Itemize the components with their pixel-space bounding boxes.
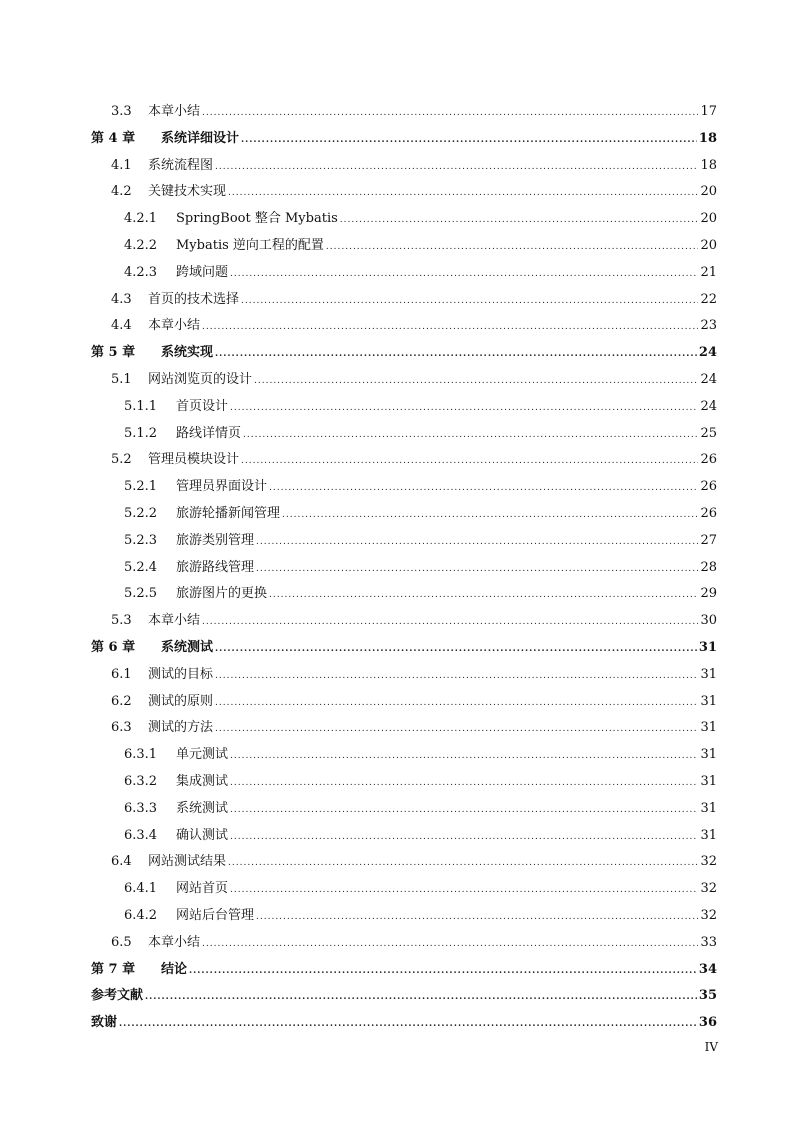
toc-leader-dots (269, 582, 698, 609)
toc-leader-dots (241, 127, 697, 154)
toc-entry-number: 6.3.2 (124, 773, 158, 789)
toc-entry[interactable] (91, 796, 717, 823)
toc-entry-title: 单元测试 (176, 747, 229, 763)
toc-leader-dots (340, 207, 699, 234)
toc-entry-page: 32 (700, 854, 717, 870)
toc-entry-page: 32 (700, 907, 717, 923)
toc-entry-page: 31 (700, 666, 717, 682)
toc-entry-page: 25 (700, 425, 717, 441)
toc-entry-number: 6.1 (111, 666, 132, 682)
toc-entry-title: 本章小结 (148, 613, 201, 629)
toc-leader-dots (241, 288, 698, 315)
toc-entry-number: 6.3 (111, 720, 132, 736)
toc-entry-page: 33 (700, 934, 717, 950)
toc-entry[interactable] (91, 769, 717, 796)
toc-entry-page: 31 (700, 773, 717, 789)
toc-entry[interactable] (91, 555, 717, 582)
toc-entry-title: 测试的原则 (148, 693, 214, 709)
toc-entry-page: 29 (700, 586, 717, 602)
toc-leader-dots (230, 770, 698, 797)
toc-entry-number: 5.2.1 (124, 479, 158, 495)
toc-entry-title: 本章小结 (148, 934, 201, 950)
toc-entry[interactable] (91, 903, 717, 930)
toc-entry-page: 24 (700, 371, 717, 387)
toc-entry-number: 第 4 章 (91, 130, 136, 146)
toc-entry-title: 测试的方法 (148, 720, 214, 736)
toc-entry[interactable] (91, 126, 717, 153)
toc-entry-number: 6.4 (111, 854, 132, 870)
toc-leader-dots (241, 448, 698, 475)
toc-entry-page: 18 (698, 130, 717, 146)
toc-entry-title: 旅游路线管理 (176, 559, 255, 575)
page-number: IV (704, 1040, 718, 1054)
toc-entry-number: 第 7 章 (91, 961, 136, 977)
toc-entry-page: 31 (700, 720, 717, 736)
toc-leader-dots (215, 716, 698, 743)
toc-entry[interactable] (91, 474, 717, 501)
toc-leader-dots (145, 984, 697, 1011)
toc-entry-page: 27 (700, 532, 717, 548)
toc-entry-number: 6.2 (111, 693, 132, 709)
toc-entry[interactable] (91, 340, 717, 367)
toc-entry-page: 20 (700, 237, 717, 253)
toc-leader-dots (230, 877, 698, 904)
toc-entry-title: 旅游图片的更换 (176, 586, 268, 602)
toc-entry-page: 24 (700, 398, 717, 414)
toc-entry-page: 31 (700, 693, 717, 709)
toc-entry-title: 旅游轮播新闻管理 (176, 505, 281, 521)
toc-entry-page: 26 (700, 505, 717, 521)
toc-entry-page: 23 (700, 318, 717, 334)
toc-entry[interactable] (91, 153, 717, 180)
toc-entry[interactable] (91, 528, 717, 555)
toc-leader-dots (326, 234, 699, 261)
toc-entry-title: 网站后台管理 (176, 907, 255, 923)
toc-entry-number: 5.1.2 (124, 425, 158, 441)
toc-entry[interactable] (91, 581, 717, 608)
toc-entry-page: 31 (700, 827, 717, 843)
toc-entry[interactable] (91, 689, 717, 716)
toc-entry[interactable] (91, 662, 717, 689)
toc-entry-number: 4.2 (111, 184, 132, 200)
toc-entry-page: 24 (698, 345, 717, 361)
toc-entry[interactable] (91, 501, 717, 528)
toc-entry[interactable] (91, 742, 717, 769)
toc-leader-dots (282, 502, 698, 529)
toc-leader-dots (230, 743, 698, 770)
toc-entry-page: 31 (698, 639, 717, 655)
toc-entry-page: 17 (700, 104, 717, 119)
toc-entry-title: 路线详情页 (176, 425, 242, 441)
toc-entry-number: 5.1.1 (124, 398, 158, 414)
toc-entry-number: 3.3 (111, 104, 132, 119)
toc-entry-title: 结论 (161, 961, 188, 977)
toc-entry-number: 第 6 章 (91, 639, 136, 655)
toc-entry-page: 31 (700, 800, 717, 816)
toc-entry-number: 5.2.5 (124, 586, 158, 602)
toc-leader-dots (228, 850, 698, 877)
toc-entry[interactable] (91, 876, 717, 903)
toc-entry-page: 20 (700, 211, 717, 227)
toc-entry-page: 36 (698, 1015, 717, 1031)
toc-entry-title: 系统测试 (161, 639, 214, 655)
toc-leader-dots (202, 609, 698, 636)
toc-entry-page: 30 (700, 613, 717, 629)
toc-entry[interactable] (91, 849, 717, 876)
toc-entry-page: 35 (698, 988, 717, 1004)
toc-entry-page: 21 (700, 264, 717, 280)
toc-entry-number: 5.1 (111, 371, 132, 387)
toc-entry[interactable] (91, 715, 717, 742)
toc-entry-number: 5.3 (111, 613, 132, 629)
toc-entry[interactable] (91, 635, 717, 662)
toc-entry-number: 4.2.3 (124, 264, 158, 280)
toc-entry-number: 6.3.1 (124, 747, 158, 763)
toc-entry-title: 确认测试 (176, 827, 229, 843)
toc-entry-number: 5.2 (111, 452, 132, 468)
toc-entry-number: 5.2.2 (124, 505, 158, 521)
toc-entry-title: 系统实现 (161, 345, 214, 361)
toc-entry-number: 4.2.1 (124, 211, 158, 227)
toc-entry-title: 旅游类别管理 (176, 532, 255, 548)
toc-entry[interactable] (91, 421, 717, 448)
toc-entry-title: 致谢 (91, 1015, 118, 1031)
toc-entry-number: 6.5 (111, 934, 132, 950)
toc-entry-page: 22 (700, 291, 717, 307)
toc-entry-number: 4.4 (111, 318, 132, 334)
toc-entry-number: 第 5 章 (91, 345, 136, 361)
toc-entry[interactable] (91, 206, 717, 233)
toc-leader-dots (202, 931, 698, 958)
toc-leader-dots (230, 395, 698, 422)
toc-entry-title: 系统测试 (176, 800, 229, 816)
toc-entry-number: 5.2.3 (124, 532, 158, 548)
toc-entry-title: SpringBoot 整合 Mybatis (176, 211, 338, 227)
toc-entry-page: 26 (700, 452, 717, 468)
toc-entry-number: 5.2.4 (124, 559, 158, 575)
toc-entry[interactable] (91, 447, 717, 474)
toc-leader-dots (230, 824, 698, 851)
toc-entry-title: 系统详细设计 (161, 130, 240, 146)
toc-entry-title: 本章小结 (148, 318, 201, 334)
toc-entry-number: 6.4.1 (124, 881, 158, 897)
toc-entry-title: 测试的目标 (148, 666, 214, 682)
toc-entry[interactable] (91, 287, 717, 314)
toc-entry-number: 4.2.2 (124, 237, 158, 253)
toc-entry-title: 网站浏览页的设计 (148, 371, 253, 387)
toc-entry[interactable] (91, 1010, 717, 1037)
toc-leader-dots (256, 556, 698, 583)
toc-leader-dots (228, 180, 698, 207)
toc-entry[interactable] (91, 179, 717, 206)
toc-leader-dots (202, 100, 698, 127)
toc-leader-dots (215, 636, 697, 663)
toc-leader-dots (230, 261, 698, 288)
toc-leader-dots (256, 904, 698, 931)
toc-leader-dots (119, 1011, 697, 1038)
toc-leader-dots (189, 958, 697, 985)
toc-leader-dots (269, 475, 698, 502)
toc-leader-dots (256, 529, 698, 556)
toc-entry-number: 4.3 (111, 291, 132, 307)
toc-entry-number: 6.3.4 (124, 827, 158, 843)
toc-entry-title: Mybatis 逆向工程的配置 (176, 237, 324, 253)
toc-leader-dots (215, 690, 698, 717)
toc-entry-page: 18 (700, 157, 717, 173)
toc-entry-title: 本章小结 (148, 104, 201, 119)
toc-entry-title: 管理员界面设计 (176, 479, 268, 495)
toc-leader-dots (243, 422, 698, 449)
toc-entry[interactable] (91, 983, 717, 1010)
toc-entry-page: 28 (700, 559, 717, 575)
toc-leader-dots (215, 154, 698, 181)
toc-entry-title: 系统流程图 (148, 157, 214, 173)
toc-entry[interactable] (91, 260, 717, 287)
toc-entry-title: 首页设计 (176, 398, 229, 414)
toc-entry-page: 31 (700, 747, 717, 763)
toc-entry[interactable] (91, 233, 717, 260)
toc-entry[interactable] (91, 313, 717, 340)
toc-entry-page: 26 (700, 479, 717, 495)
toc-entry-title: 跨域问题 (176, 264, 229, 280)
toc-entry[interactable] (91, 608, 717, 635)
toc-entry-page: 32 (700, 881, 717, 897)
toc-entry-page: 20 (700, 184, 717, 200)
toc-leader-dots (215, 663, 698, 690)
toc-entry-number: 6.3.3 (124, 800, 158, 816)
toc-entry-title: 首页的技术选择 (148, 291, 240, 307)
toc-entry-title: 网站测试结果 (148, 854, 227, 870)
toc-leader-dots (230, 797, 698, 824)
toc-leader-dots (215, 341, 697, 368)
toc-entry[interactable] (91, 823, 717, 850)
toc-entry[interactable] (91, 930, 717, 957)
toc-entry-title: 集成测试 (176, 773, 229, 789)
toc-entry[interactable] (91, 957, 717, 984)
toc-entry-title: 网站首页 (176, 881, 229, 897)
toc-entry-title: 参考文献 (91, 988, 144, 1004)
toc-leader-dots (254, 368, 698, 395)
toc-entry-title: 关键技术实现 (148, 184, 227, 200)
toc-entry-number: 4.1 (111, 157, 132, 173)
toc-entry[interactable] (91, 99, 717, 126)
toc-leader-dots (202, 314, 698, 341)
toc-entry-page: 34 (698, 961, 717, 977)
table-of-contents (91, 99, 717, 1037)
toc-entry[interactable] (91, 367, 717, 394)
toc-entry[interactable] (91, 394, 717, 421)
toc-entry-title: 管理员模块设计 (148, 452, 240, 468)
toc-entry-number: 6.4.2 (124, 907, 158, 923)
